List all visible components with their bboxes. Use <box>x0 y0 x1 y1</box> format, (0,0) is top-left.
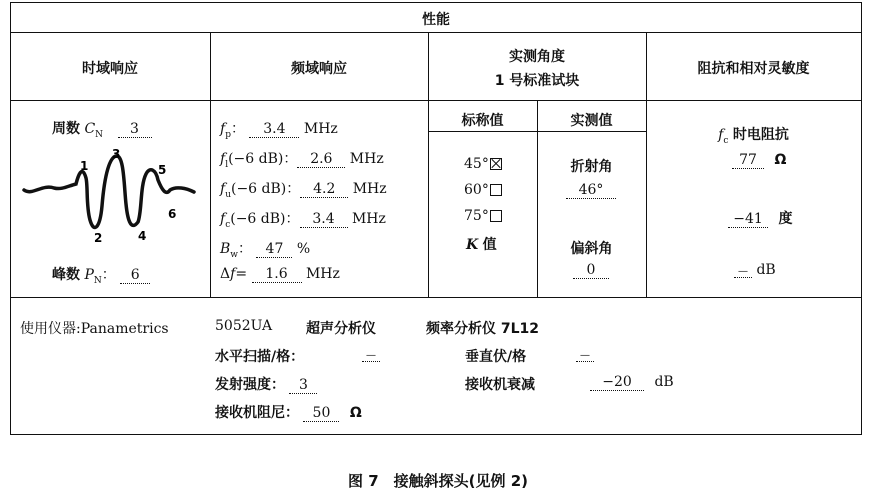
fc-impedance-text: 时电阻抗 <box>732 127 789 143</box>
damp-label: 接收机阻尼： <box>215 405 299 421</box>
fc-row: $f_c(-6$ dB)： 3.4 MHz <box>220 211 386 230</box>
emit-label: 发射强度： <box>215 377 285 393</box>
angle-option-45-label: 45° <box>464 156 489 172</box>
fc-value: 3.4 <box>300 211 348 228</box>
impedance-value: 77 <box>732 152 764 169</box>
col-header-angle: 实测角度 <box>509 49 565 65</box>
checkbox-empty-icon[interactable] <box>490 184 502 196</box>
measured-header: 实测值 <box>570 113 613 129</box>
bw-row: $B_w$： 47 % <box>220 241 311 260</box>
peak-label-4: 4 <box>138 229 147 243</box>
bw-value: 47 <box>256 241 292 258</box>
nominal-header: 标称值 <box>461 113 504 129</box>
peaks-value: 6 <box>120 267 150 284</box>
peak-label-1: 1 <box>80 159 89 173</box>
sensitivity-value: — <box>734 266 752 278</box>
fp-value: 3.4 <box>249 121 299 138</box>
phase-row <box>728 208 792 228</box>
atten-unit: dB <box>654 374 674 390</box>
fu-condition: (−6 dB)： <box>230 181 301 197</box>
cycles-label: 周数 <box>52 121 80 137</box>
refraction-label: 折射角 <box>570 159 613 175</box>
atten-label: 接收机衰减 <box>465 377 535 393</box>
df-row: Δf= 1.6 MHz <box>220 266 340 282</box>
atten-value: −20 <box>590 374 644 391</box>
checkbox-empty-icon[interactable] <box>490 210 502 222</box>
k-value-text: 值 <box>482 237 497 253</box>
v-defl-label: 垂直伏/格 <box>465 349 527 365</box>
refraction-value: 46° <box>566 182 616 199</box>
df-unit: MHz <box>305 266 340 282</box>
phase-value: −41 <box>728 211 768 228</box>
peaks-row: 峰数 $P_N$： 6 <box>52 264 150 286</box>
damp-unit: Ω <box>349 405 362 421</box>
table-border-bottom <box>10 434 862 435</box>
fl-unit: MHz <box>349 151 384 167</box>
fl-condition: (−6 dB)： <box>228 151 298 167</box>
fc-condition: (−6 dB)： <box>230 211 300 227</box>
impedance-unit: Ω <box>774 152 787 168</box>
damp-row <box>215 402 362 422</box>
h-sweep-value-wrap <box>362 346 380 362</box>
skew-label: 偏斜角 <box>570 241 613 257</box>
h-sweep-value: — <box>362 350 380 362</box>
k-value-label: K 值 <box>466 237 497 253</box>
angle-option-75[interactable] <box>464 208 502 224</box>
peak-label-6: 6 <box>168 207 177 221</box>
skew-value: 0 <box>573 262 609 279</box>
instrument-label-text: 使用仪器:Panametrics <box>20 321 169 337</box>
atten-row <box>590 374 674 391</box>
bw-unit: % <box>296 241 311 257</box>
fp-unit: MHz <box>303 121 338 137</box>
waveform-figure <box>22 146 202 246</box>
cycles-value: 3 <box>118 121 152 138</box>
fc-unit: MHz <box>351 211 386 227</box>
angle-option-60-label: 60° <box>464 182 489 198</box>
fl-row: $f_l(-6$ dB)： 2.6 MHz <box>220 151 384 170</box>
col-header-angle-block: 1 号标准试块 <box>494 73 580 89</box>
skew-value-wrap <box>566 262 616 279</box>
header-divider <box>10 32 862 33</box>
instrument-label <box>20 318 169 338</box>
cycles-row: 周数 $C_N$ 3 <box>52 118 152 140</box>
df-value: 1.6 <box>252 266 302 283</box>
checkbox-checked-icon[interactable] <box>490 158 502 170</box>
fu-value: 4.2 <box>300 181 348 198</box>
peak-label-3: 3 <box>112 147 121 161</box>
col-header-impedance: 阻抗和相对灵敏度 <box>697 61 810 77</box>
fl-value: 2.6 <box>297 151 345 168</box>
angle-option-60[interactable] <box>464 182 502 198</box>
sensitivity-unit: dB <box>756 262 776 278</box>
angle-option-75-label: 75° <box>464 208 489 224</box>
fc-impedance-label: $f_c$ 时电阻抗 <box>718 127 789 146</box>
damp-value: 50 <box>303 405 339 422</box>
phase-unit: 度 <box>778 211 793 227</box>
col-header-time-domain: 时域响应 <box>82 61 138 77</box>
peak-label-2: 2 <box>94 231 103 245</box>
emit-row <box>215 374 317 394</box>
table-title: 性能 <box>422 12 450 28</box>
table-border-right <box>861 2 862 435</box>
col-header-freq-domain: 频域响应 <box>291 61 347 77</box>
figure-caption: 图 7 接触斜探头(见例 2) <box>347 472 529 490</box>
fp-row: $f_p$： 3.4 MHz <box>220 121 338 140</box>
table-border-top <box>10 2 862 3</box>
impedance-row <box>732 152 786 169</box>
peak-label-5: 5 <box>158 163 167 177</box>
sensitivity-row <box>734 262 776 278</box>
angle-option-45[interactable] <box>464 156 502 172</box>
instrument-model: 5052UA <box>215 318 273 334</box>
h-sweep-label: 水平扫描/格： <box>215 349 305 365</box>
emit-value: 3 <box>289 377 317 394</box>
fu-unit: MHz <box>352 181 387 197</box>
v-defl-value: — <box>576 350 594 362</box>
instrument-divider <box>10 297 862 298</box>
refraction-value-wrap <box>566 182 616 199</box>
instrument-freq-analyzer: 频率分析仪 7L12 <box>426 321 540 337</box>
v-defl-value-wrap <box>576 346 594 362</box>
colheader-divider <box>10 100 862 101</box>
fu-row: $f_u(-6$ dB)： 4.2 MHz <box>220 181 387 200</box>
peaks-label: 峰数 <box>52 267 80 283</box>
instrument-ultrasonic: 超声分析仪 <box>306 321 376 337</box>
